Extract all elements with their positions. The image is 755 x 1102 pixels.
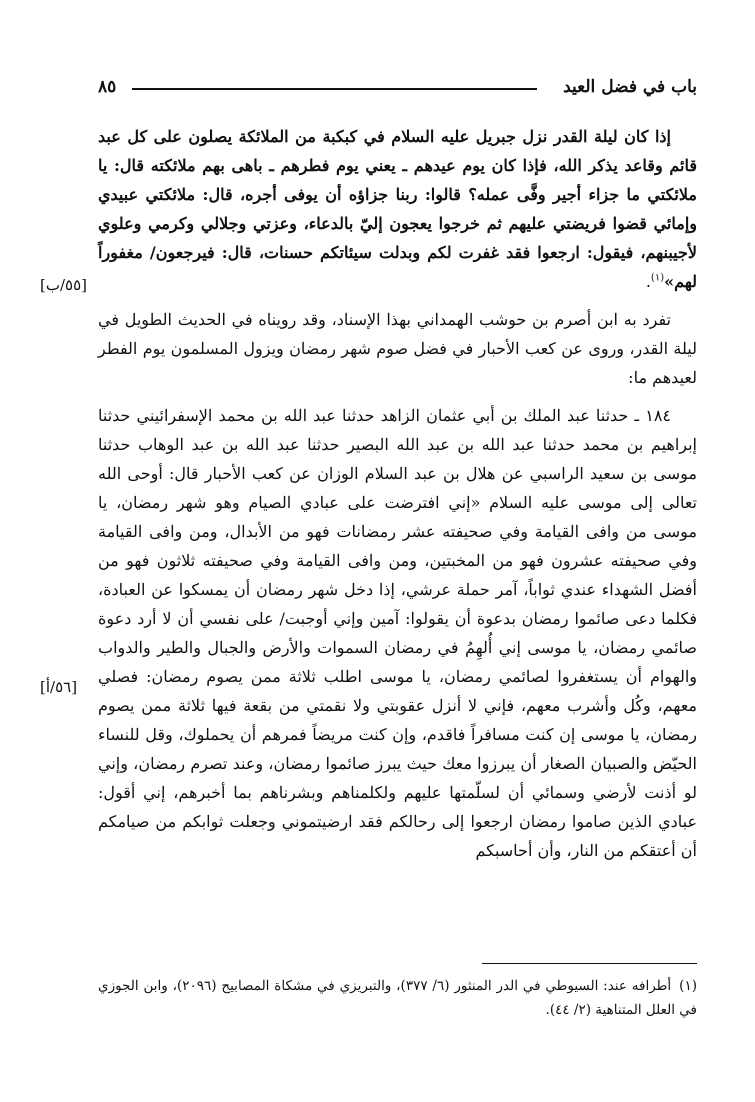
running-header	[98, 74, 697, 100]
sentence-end: .	[645, 272, 651, 291]
folio-mark: [٥٥/ب]	[40, 276, 88, 294]
page-number: ٨٥	[98, 77, 117, 97]
hadith-text: إذا كان ليلة القدر نزل جبريل عليه السلام في كبكبة من الملائكة يصلون على كل عبد قائم وقاعد يذكر الله، فإذا كان يوم عيدهم ـ يعني يوم فطرهم ـ باهى بهم ملائكته قال: يا ملائكتي ما جزاء أجير وفَّى عمله؟ قالوا: ربنا جزاؤه أن يوفى أجره، قال: ملائكتي عبيدي وإمائي قضوا فريضتي عليهم ثم خرجوا يعجون إليّ بالدعاء، وعزتي وجلالي وكرمي وعلوي لأجيبنهم، فيقول: ارجعوا فقد غفرت لكم وبدلت سيئاتكم حسنات، قال: فيرجعون/ مغفوراً لهم»	[98, 127, 698, 291]
chapter-title: باب في فضل العيد	[563, 77, 697, 97]
folio-mark: [٥٦/أ]	[40, 678, 78, 696]
footnotes	[98, 974, 697, 1022]
paragraph-commentary: تفرد به ابن أصرم بن حوشب الهمداني بهذا الإسناد، وقد رويناه في الحديث الطويل في ليلة القدر، وروى عن كعب الأحبار في فضل صوم شهر رمضان ويزول المسلمون يوم الفطر لعيدهم ما:	[98, 310, 697, 387]
footnote-number: (١)	[679, 978, 697, 994]
footnote	[98, 974, 697, 1022]
paragraph-hadith-continuation	[98, 122, 697, 296]
paragraph-hadith-184: ١٨٤ ـ حدثنا عبد الملك بن أبي عثمان الزاهد حدثنا عبد الله بن محمد الإسفرائيني حدثنا إبراهيم بن محمد حدثنا عبد الله بن عبد الله البصير حدثنا عبد الله بن عبد الوهاب حدثنا موسى بن سعيد الراسبي عن هلال بن عبد السلام الوزان عن كعب الأحبار قال: أوحى الله تعالى إلى موسى عليه السلام «إني افترضت على عبادي الصيام وهو شهر رمضان، يا موسى من وافى القيامة وفي صحيفته عشر رمضانات فهو من الأبدال، ومن وافى القيامة وفي صحيفته عشرون فهو من المخبتين، ومن وافى القيامة وفي صحيفته ثلاثون فهو من أفضل الشهداء عندي ثواباً، آمر حملة عرشي، إذا دخل شهر رمضان أن يمسكوا عن العبادة، فكلما دعى صائموا رمضان بدعوة أن يقولوا: آمين وإني أوجبت/ على نفسي أن لا أرد دعوة صائمي رمضان، يا موسى إني أُلهِمُ في رمضان السموات والأرض والجبال والطير والدواب والهوام أن يستغفروا لصائمي رمضان، يا موسى اطلب ثلاثة ممن يصوم رمضان: فصلي معهم، وكُل وأشرب معهم، فإني لا أنزل عقوبتي ولا نقمتي من بقعة فيها ثلاثة ممن يصوم رمضان، يا موسى إن كنت مسافراً فاقدم، وإن كنت مريضاً فمرهم أن يحملوك، وقل للنساء الحيّض والصبيان الصغار أن يبرزوا معك حيث يبرز صائموا رمضان، وعند تصرم رمضان، وإني لو أذنت لأرضي وسمائي أن لسلّمتها عليهم ولكلمناهم وبشرناهم بما أخبرهم، إني أقول: عبادي الذين صاموا رمضان ارجعوا إلى رحالكم فقد ارضيتموني وجعلت ثوابكم من صيامكم أن أعتقكم من النار، وأن أحاسبكم	[98, 406, 698, 860]
footnote-ref: (١)	[650, 272, 665, 284]
header-rule	[132, 88, 537, 90]
footnote-separator	[482, 963, 697, 964]
footnote-text: أطرافه عند: السيوطي في الدر المنثور (٦/ ٣٧٧)، والتبريزي في مشكاة المصابيح (٢٠٩٦)، وابن الجوزي في العلل المتناهية (٢/ ٤٤).	[98, 978, 697, 1018]
body-text	[98, 122, 697, 865]
